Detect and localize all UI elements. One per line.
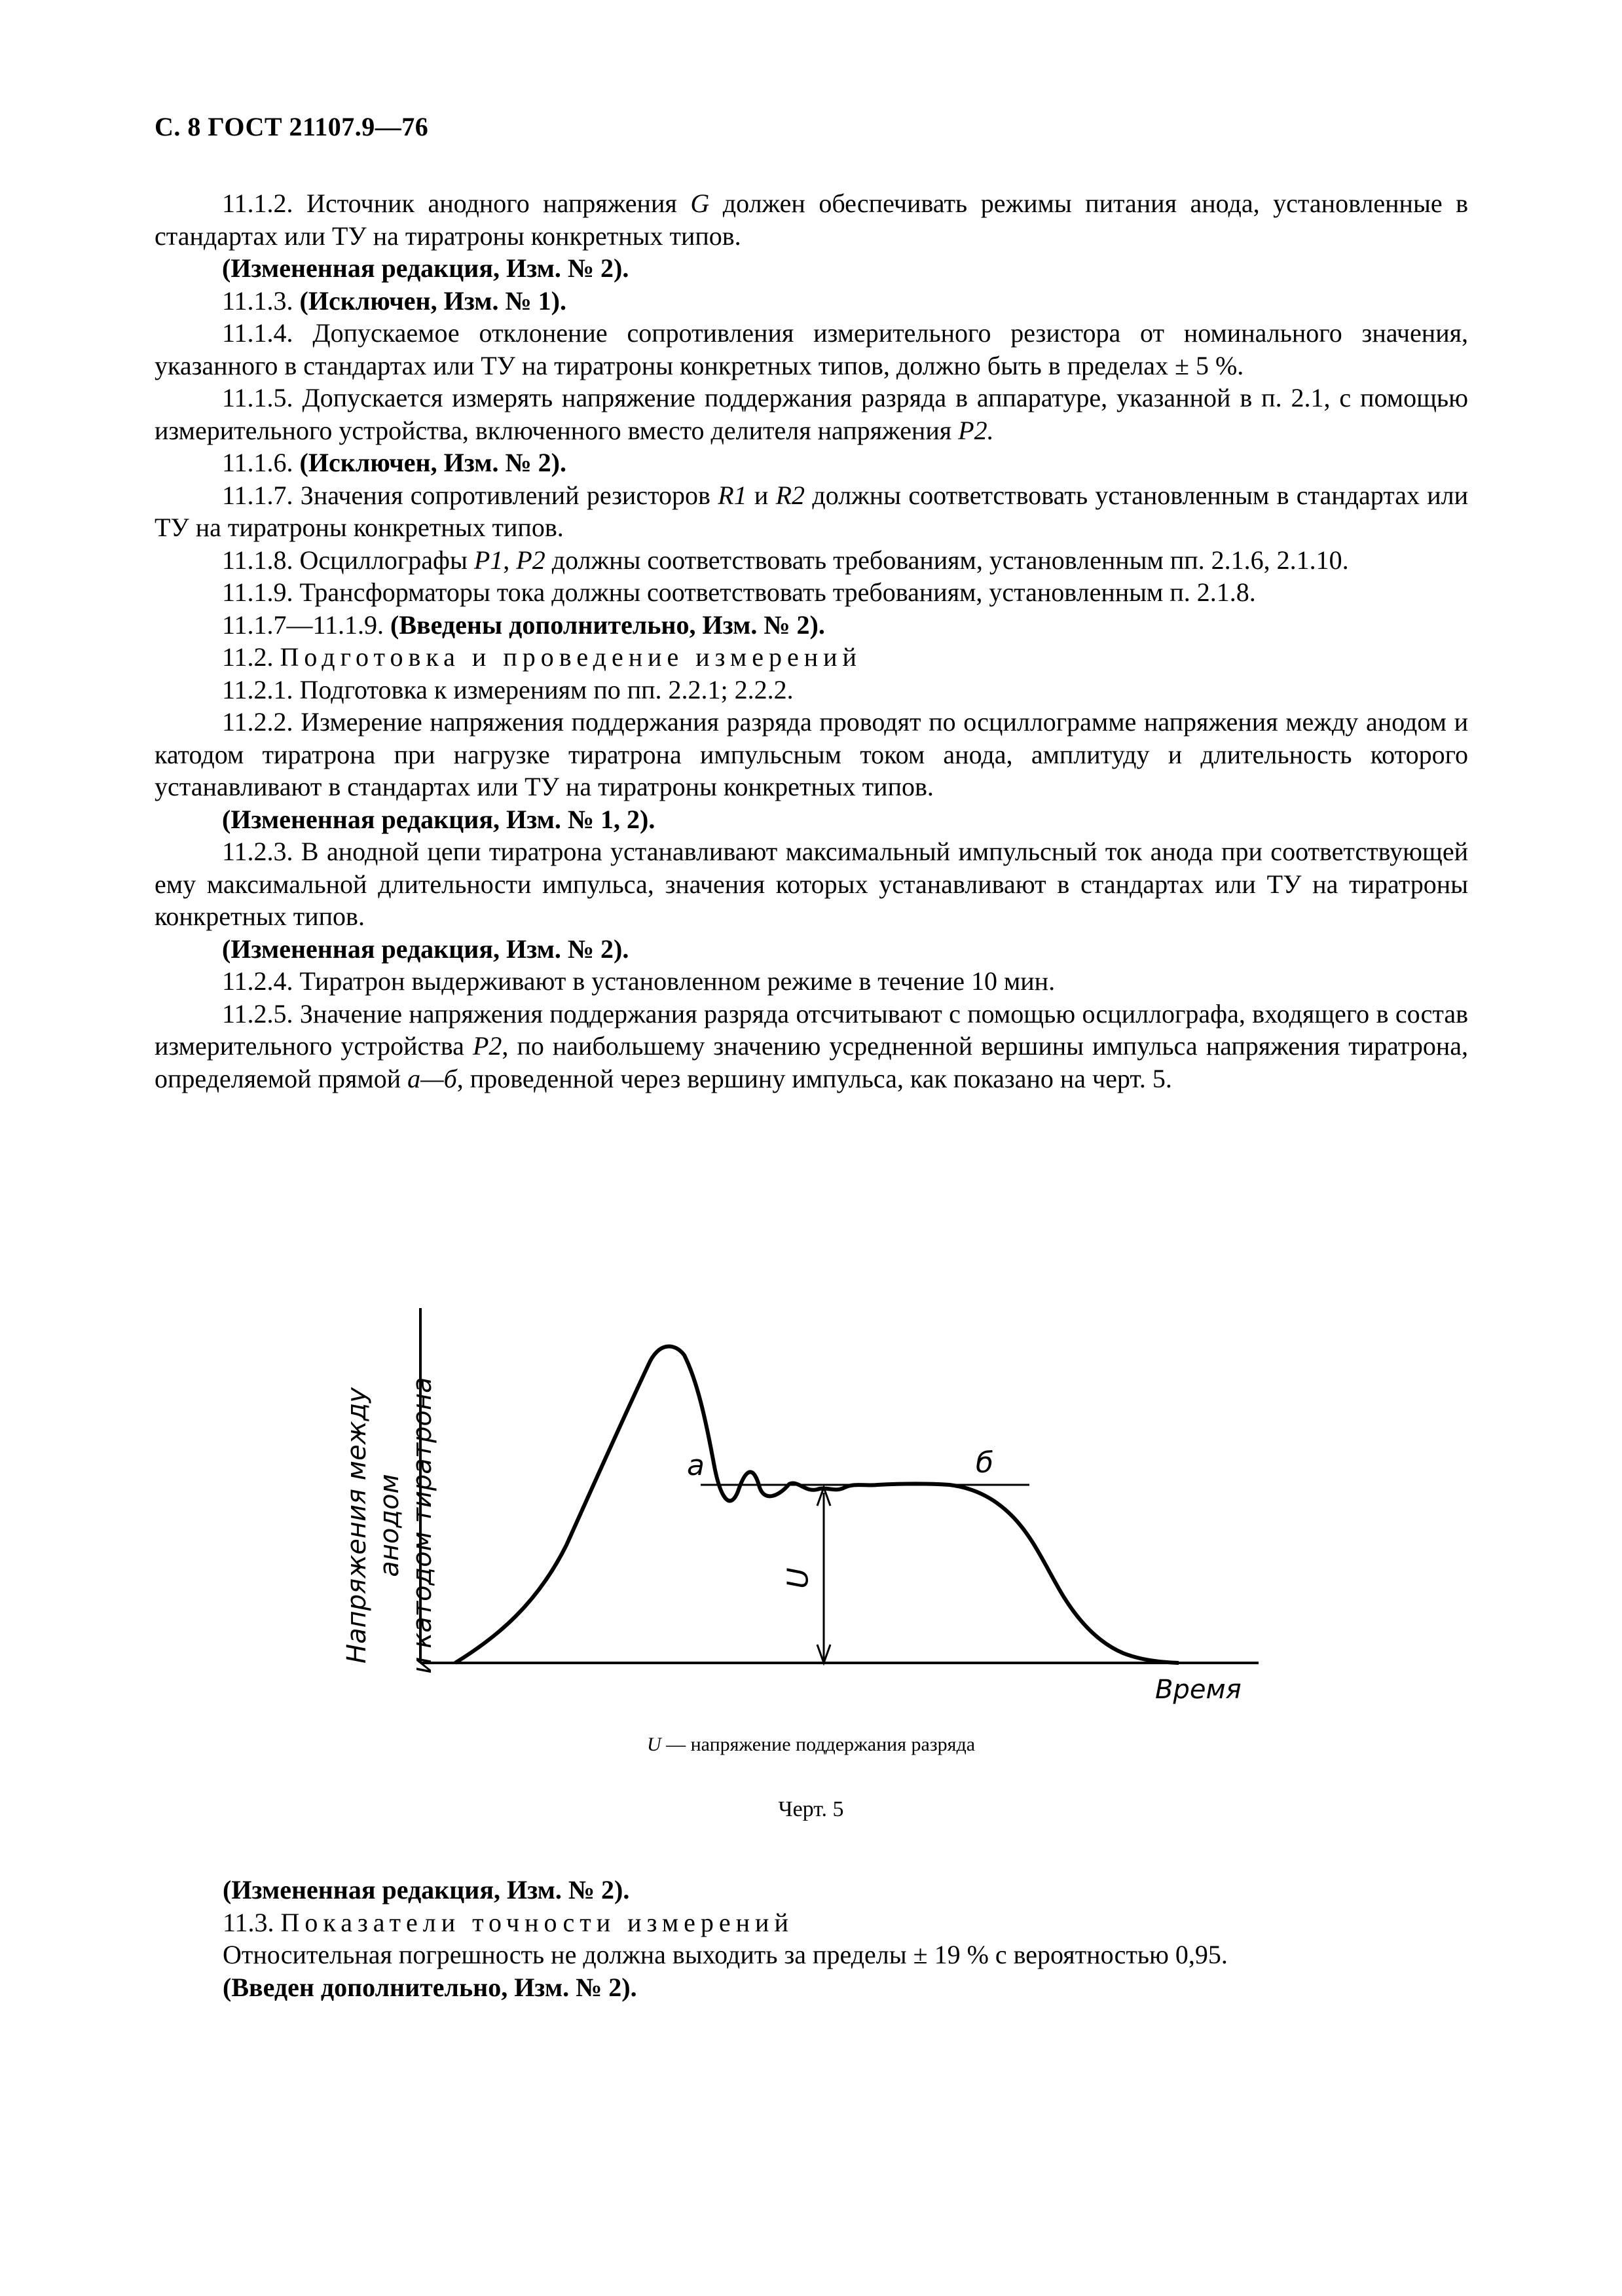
paragraph-11-1-2: 11.1.2. Источник анодного напряжения G должен обеспечивать режимы питания анода, установленные в стандартах или ТУ на тиратроны конкретных типов.	[155, 189, 1469, 251]
figure-title: Черт. 5	[778, 1797, 844, 1821]
amendment-note: (Измененная редакция, Изм. № 2).	[222, 934, 629, 964]
paragraph-11-2-2: 11.2.2. Измерение напряжения поддержания разряда проводят по осциллограмме напряжения между анодом и катодом тиратрона при нагрузке тиратрона импульсным током анода, амплитуду и длительность которого устанавливают в стандартах или ТУ на тиратроны конкретных типов.	[155, 707, 1468, 801]
x-axis-label: Время	[1155, 1675, 1242, 1705]
lower-text	[223, 1874, 1467, 2003]
amendment-note: (Введен дополнительно, Изм. № 2).	[223, 1972, 637, 2002]
paragraph-11-2-1: 11.2.1. Подготовка к измерениям по пп. 2.2.1; 2.2.2.	[222, 674, 794, 704]
paragraph-11-1-4: 11.1.4. Допускаемое отклонение сопротивления измерительного резистора от номинального значения, указанного в стандартах или ТУ на тиратроны конкретных типов, должно быть в пределах ± 5 %.	[155, 318, 1468, 380]
paragraph-11-2-4: 11.2.4. Тиратрон выдерживают в установленном режиме в течение 10 мин.	[222, 966, 1056, 996]
paragraph-11-3: Относительная погрешность не должна выходить за пределы ± 19 % с вероятностью 0,95.	[223, 1940, 1228, 1969]
paragraph-11-1-3: 11.1.3. (Исключен, Изм. № 1).	[222, 285, 566, 316]
section-11-3-heading: 11.3. Показатели точности измерений	[223, 1907, 794, 1937]
body-text	[155, 187, 1468, 1095]
label-a: а	[687, 1449, 705, 1482]
paragraph-11-2-3: 11.2.3. В анодной цепи тиратрона устанавливают максимальный импульсный ток анода при соответствующей ему максимальной длительности импульса, значения которых устанавливают в стандартах или ТУ на тиратроны конкретных типов.	[155, 837, 1468, 931]
page-header: С. 8 ГОСТ 21107.9—76	[155, 112, 429, 141]
label-u: U	[781, 1567, 815, 1589]
paragraph-11-1-7: 11.1.7. Значения сопротивлений резисторов R1 и R2 должны соответствовать установленным в стандартах или ТУ на тиратроны конкретных типов.	[155, 480, 1469, 542]
y-axis-label: Напряжения между анодом и катодом тиратрона	[342, 1377, 437, 1674]
figure-5	[327, 1303, 1310, 1761]
paragraph-11-1-8: 11.1.8. Осциллографы P1, P2 должны соответствовать требованиям, установленным пп. 2.1.6, 2.1.10.	[222, 545, 1349, 575]
amendment-note: (Измененная редакция, Изм. № 2).	[222, 253, 629, 283]
paragraph-11-1-9: 11.1.9. Трансформаторы тока должны соответствовать требованиям, установленным п. 2.1.8.	[222, 577, 1256, 607]
label-b: б	[976, 1446, 994, 1480]
amendment-note: (Измененная редакция, Изм. № 1, 2).	[222, 804, 655, 834]
paragraph-11-1-6: 11.1.6. (Исключен, Изм. № 2).	[222, 448, 566, 477]
figure-legend: U — напряжение поддержания разряда	[646, 1734, 976, 1755]
amendment-note: (Измененная редакция, Изм. № 2).	[223, 1875, 630, 1904]
paragraph-11-2-5: 11.2.5. Значение напряжения поддержания разряда отсчитывают с помощью осциллографа, входящего в состав измерительного устройства P2, по наибольшему значению усредненной вершины импульса напряжения тиратрона, определяемой прямой а—б, проведенной через вершину импульса, как показано на черт. 5.	[155, 998, 1469, 1093]
paragraph-11-1-7-9: 11.1.7—11.1.9. (Введены дополнительно, Изм. № 2).	[222, 610, 825, 640]
section-11-2-heading: 11.2. Подготовка и проведение измерений	[222, 642, 862, 672]
paragraph-11-1-5: 11.1.5. Допускается измерять напряжение поддержания разряда в аппаратуре, указанной в п. 2.1, с помощью измерительного устройства, включенного вместо делителя напряжения P2.	[155, 383, 1468, 445]
